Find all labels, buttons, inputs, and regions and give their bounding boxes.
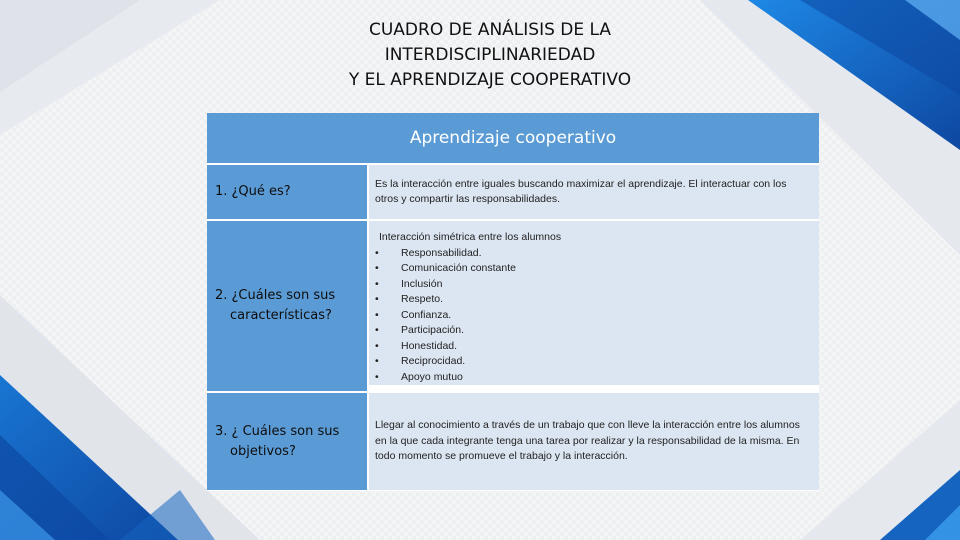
question-text: 2. ¿Cuáles son sus características? (215, 288, 336, 323)
list-item-text: Inclusión (401, 277, 443, 290)
bullet-icon: • (375, 262, 379, 274)
analysis-table (207, 113, 819, 491)
question-cell (207, 165, 367, 219)
list-item (375, 354, 811, 370)
answer-cell (369, 393, 819, 490)
answer-cell (369, 165, 819, 219)
title-line: Y EL APRENDIZAJE COOPERATIVO (348, 70, 632, 90)
bullet-icon: • (375, 308, 379, 321)
bullet-icon: • (375, 324, 379, 336)
bullet-icon: • (375, 277, 379, 290)
table-header: Aprendizaje cooperativo (207, 113, 819, 163)
list-item-text: Reciprocidad. (401, 355, 466, 367)
list-item (375, 246, 811, 262)
bullet-icon: • (375, 293, 379, 305)
bullet-icon: • (375, 370, 379, 383)
top-left-decoration (0, 0, 220, 135)
characteristics-list (375, 246, 811, 386)
bottom-right-decoration (800, 400, 960, 540)
list-item-text: Participación. (401, 324, 465, 336)
question-cell (207, 221, 367, 391)
title-line: CUADRO DE ANÁLISIS DE LA (368, 20, 612, 40)
list-item-text: Respeto. (401, 293, 444, 305)
answer-text: Llegar al conocimiento a través de un trabajo que con lleve la interacción entre los alumnos en la que cada integrante tenga una tarea por realizar y la responsabilidad de la misma. En todo momento se promueve el trabajo y la interacción. (375, 419, 800, 463)
question-text: 3. ¿ Cuáles son sus objetivos? (215, 423, 340, 459)
list-item (375, 308, 811, 324)
list-item (375, 261, 811, 277)
answer-text: Es la interacción entre iguales buscando maximizar el aprendizaje. El interactuar con los otros y compartir las responsabilidades. (375, 177, 787, 205)
question-text: 1. ¿Qué es? (215, 184, 291, 199)
list-item-text: Confianza. (401, 308, 452, 321)
list-item (375, 323, 811, 339)
list-item-text: Apoyo mutuo (401, 370, 463, 383)
bullet-icon: • (375, 339, 379, 352)
bullet-icon: • (375, 246, 379, 259)
list-item (375, 292, 811, 308)
characteristics-intro: Interacción simétrica entre los alumnos (379, 231, 562, 243)
title-line: INTERDISCIPLINARIEDAD (384, 45, 596, 65)
list-item (375, 277, 811, 293)
answer-cell (369, 221, 819, 385)
page-title (250, 18, 730, 93)
bullet-icon: • (375, 355, 379, 367)
list-item-text: Responsabilidad. (401, 246, 482, 259)
question-cell (207, 393, 367, 490)
list-item-text: Comunicación constante (401, 262, 516, 274)
list-item-text: Honestidad. (401, 339, 458, 352)
list-item (375, 370, 811, 386)
list-item (375, 339, 811, 355)
